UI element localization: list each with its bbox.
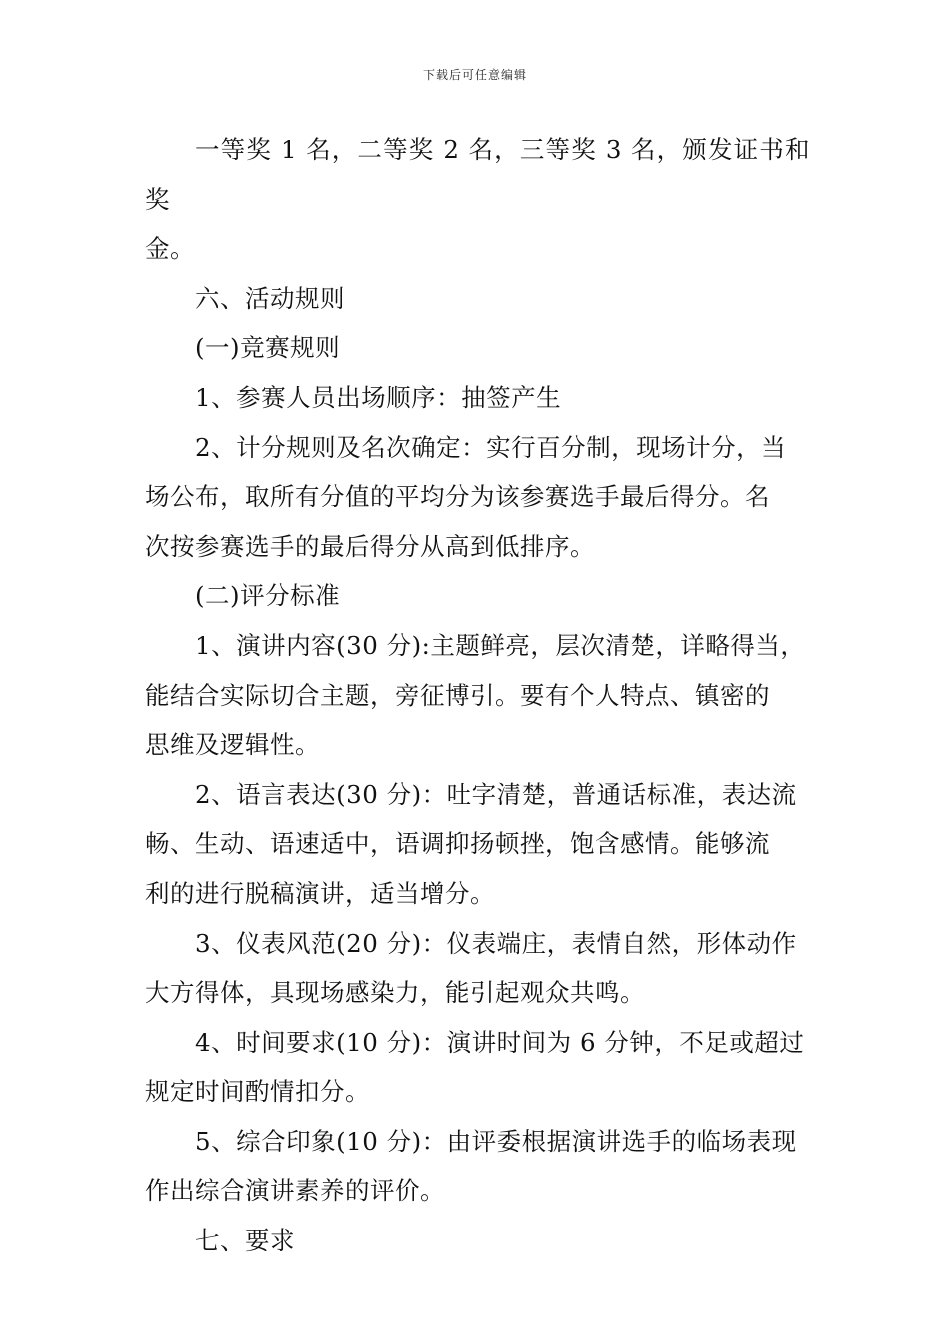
text-line: 能结合实际切合主题，旁征博引。要有个人特点、镇密的 [145,680,770,710]
text-line: 3、仪表风范(20 分)：仪表端庄，表情自然，形体动作 [195,928,797,958]
section-heading: 六、活动规则 [195,283,345,313]
text-line: 思维及逻辑性。 [145,730,320,760]
page-header: 下载后可任意编辑 [422,68,527,82]
text-line: 5、综合印象(10 分)：由评委根据演讲选手的临场表现 [195,1126,797,1156]
text-line: 次按参赛选手的最后得分从高到低排序。 [145,531,595,561]
text-line: 大方得体，具现场感染力，能引起观众共鸣。 [145,978,645,1008]
text-line: 1、参赛人员出场顺序：抽签产生 [195,382,562,412]
text-line: 一等奖 1 名，二等奖 2 名，三等奖 3 名，颁发证书和奖 [145,135,810,214]
subsection-heading: (一)竞赛规则 [195,333,341,363]
text-line: 畅、生动、语速适中，语调抑扬顿挫，饱含感情。能够流 [145,829,770,859]
text-line: 金。 [145,234,195,264]
text-line: 场公布，取所有分值的平均分为该参赛选手最后得分。名 [145,482,770,512]
subsection-heading: (二)评分标准 [195,581,341,611]
text-line: 1、演讲内容(30 分):主题鲜亮，层次清楚，详略得当， [195,630,806,660]
text-line: 规定时间酌情扣分。 [145,1077,370,1107]
text-line: 4、时间要求(10 分)：演讲时间为 6 分钟，不足或超过 [195,1027,805,1057]
section-heading: 七、要求 [195,1226,295,1256]
document-body [145,125,810,1266]
text-line: 利的进行脱稿演讲，适当增分。 [145,878,495,908]
text-line: 作出综合演讲素养的评价。 [145,1176,445,1206]
text-line: 2、计分规则及名次确定：实行百分制，现场计分，当 [195,432,787,462]
text-line: 2、语言表达(30 分)：吐字清楚，普通话标准，表达流 [195,779,797,809]
